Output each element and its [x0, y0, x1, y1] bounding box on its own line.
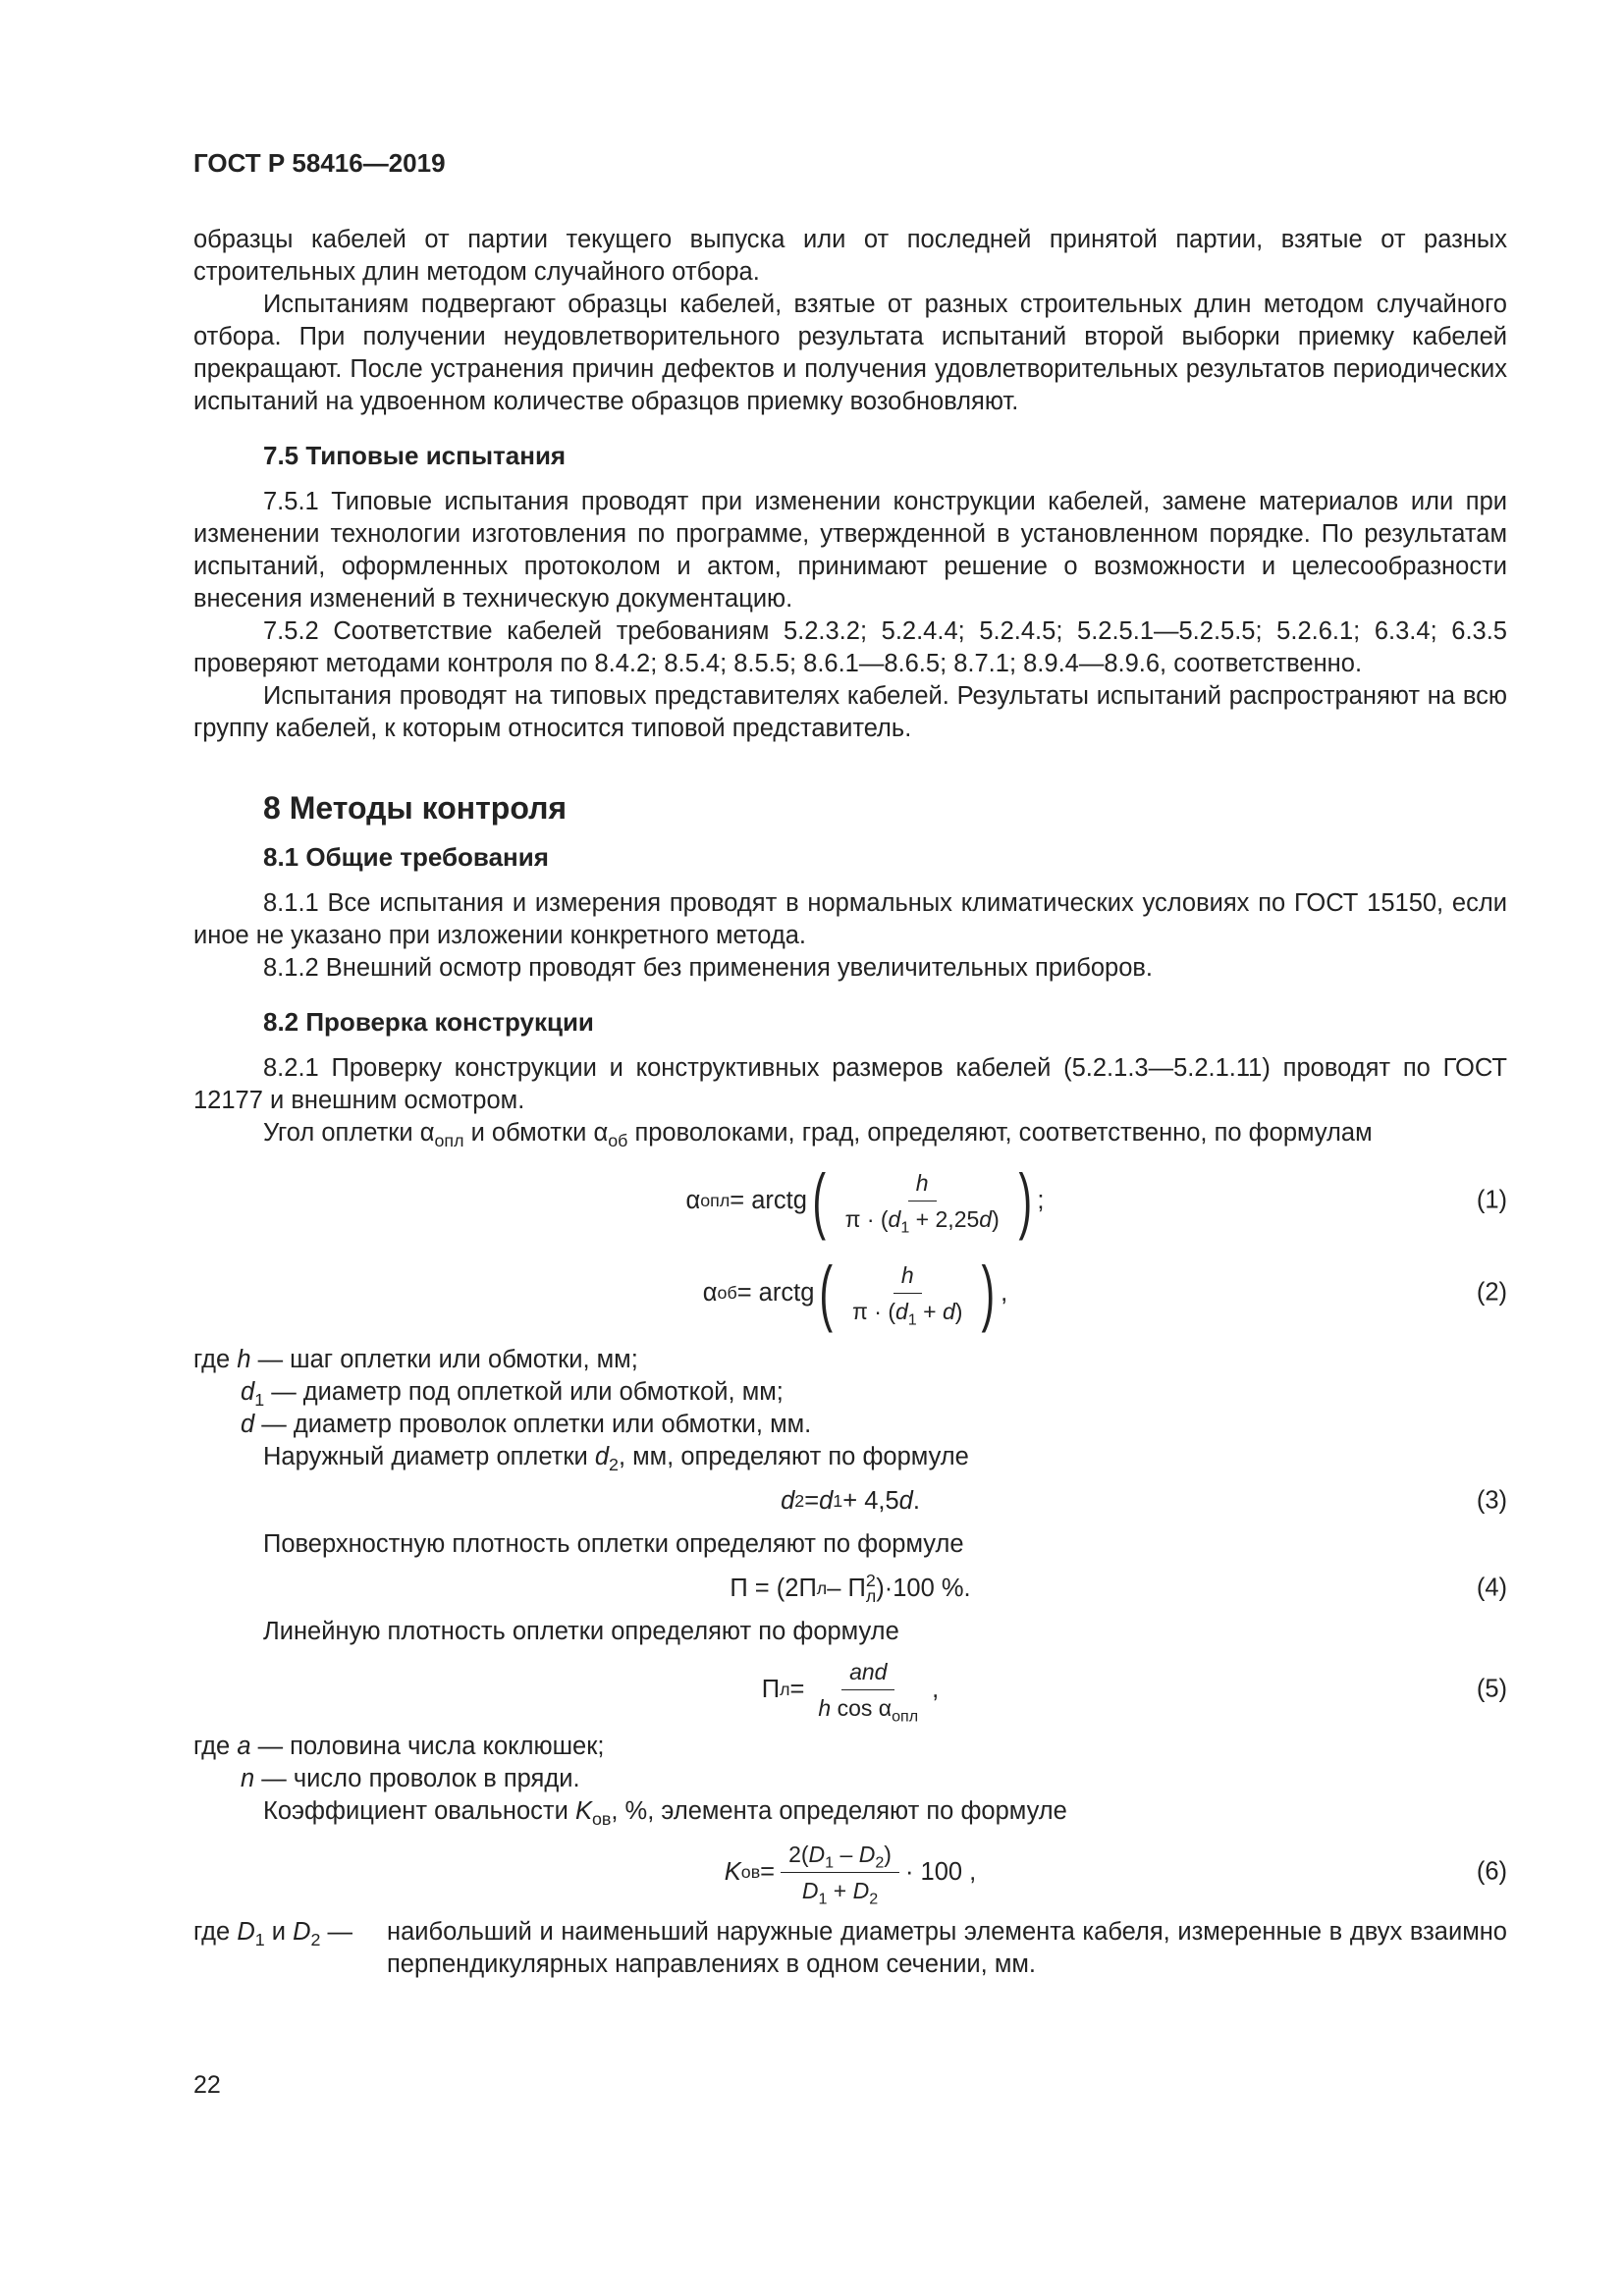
page-number: 22 [193, 2071, 221, 2099]
section-heading-7-5: 7.5 Типовые испытания [263, 441, 567, 470]
paragraph: Испытания проводят на типовых представителях кабелей. Результаты испытаний распространяют на всю группу кабелей, к которым относится типовой представитель. [193, 682, 1507, 742]
paragraph-8-2-1: 8.2.1 Проверку конструкции и конструктивных размеров кабелей (5.2.1.3—5.2.1.11) проводят по ГОСТ 12177 и внешним осмотром. [193, 1054, 1507, 1114]
formula-3: d 2 = d 1 + 4,5 d . (3) [193, 1473, 1507, 1528]
paragraph-8-1-2: 8.1.2 Внешний осмотр проводят без применения увеличительных приборов. [263, 954, 1154, 982]
chapter-heading-8: 8 Методы контроля [263, 790, 568, 826]
section-heading-8-1: 8.1 Общие требования [263, 842, 549, 872]
paragraph-outer-diameter: Наружный диаметр оплетки $d_2$, мм, определяют по формуле [263, 1443, 969, 1475]
where-list-3: где $D_1$ и $D_2$ — наибольший и наименьший наружные диаметры элемента кабеля, измеренные в двух взаимно перпендикулярных направлениях в одном сечении, мм. [193, 1918, 1507, 1978]
paragraph: образцы кабелей от партии текущего выпуска или от последней принятой партии, взятые от разных строительных длин методом случайного отбора. [193, 226, 1507, 286]
paragraph-7-5-2: 7.5.2 Соответствие кабелей требованиям 5.2.3.2; 5.2.4.4; 5.2.4.5; 5.2.5.1—5.2.5.5; 5.2.6.1; 6.3.4; 6.3.5 проверяют методами контроля по 8.4.2; 8.5.4; 8.5.5; 8.6.1—8.6.5; 8.7.1; 8.9.4—8.9.6, соответственно. [193, 617, 1507, 677]
paragraph-surface-density: Поверхностную плотность оплетки определяют по формуле [263, 1530, 964, 1558]
equation-number: (2) [1476, 1278, 1507, 1307]
formula-2: α об = arctg ( $\frac{h}{\pi \cdot (d_1 + d)}$ ) , (2) [702, 1252, 1507, 1333]
page-content [193, 224, 1507, 1981]
formula-1: α опл = arctg ( $\frac{h}{\pi \cdot (d_1 + 2,25d)}$ ) ; (1) [685, 1159, 1507, 1241]
formula-6: K ов = $\frac{2(D_1 - D_2)}{D_1 + D_2}$ · 100 , (6) [724, 1841, 1507, 1908]
formula-4: П = (2П л – П 2 л )·100 %. (4) [730, 1571, 1507, 1606]
equation-number: (6) [1476, 1857, 1507, 1886]
standard-designation: ГОСТ Р 58416—2019 [193, 148, 446, 178]
equation-number: (3) [1476, 1486, 1507, 1515]
paragraph-angle: Угол оплетки $\alpha_{опл}$ и обмотки $\alpha_{об}$ проволоками, град, определяют, соответственно, по формулам [263, 1119, 1373, 1151]
paragraph-7-5-1: 7.5.1 Типовые испытания проводят при изменении конструкции кабелей, замене материалов или при изменении технологии изготовления по программе, утвержденной в установленном порядке. По результатам испытаний, оформленных протоколом и актом, принимают решение о возможности и целесообразности внесения изменений в техническую документацию. [193, 488, 1507, 613]
paragraph: Испытаниям подвергают образцы кабелей, взятые от разных строительных длин методом случайного отбора. При получении неудовлетворительного результата испытаний второй выборки приемку кабелей прекращают. После устранения причин дефектов и получения удовлетворительных результатов периодических испытаний на удвоенном количестве образцов приемку возобновляют. [193, 291, 1507, 415]
equation-number: (4) [1476, 1574, 1507, 1602]
where-list-2: где a — половина числа коклюшек; n — число проволок в пряди. [193, 1733, 605, 1792]
paragraph-8-1-1: 8.1.1 Все испытания и измерения проводят в нормальных климатических условиях по ГОСТ 15150, если иное не указано при изложении конкретного метода. [193, 889, 1507, 949]
equation-number: (1) [1476, 1186, 1507, 1214]
formula-5: П л = $\frac{\text{and}}{h \cos \alpha_{опл}}$ , (5) [761, 1658, 1507, 1726]
paragraph-linear-density: Линейную плотность оплетки определяют по формуле [263, 1618, 899, 1645]
where-list-1: где h — шаг оплетки или обмотки, мм; $d_1$ — диаметр под оплеткой или обмоткой, мм; d — диаметр проволок оплетки или обмотки, мм. [193, 1346, 812, 1438]
paragraph-ovality: Коэффициент овальности $K_{ов}$, %, элемента определяют по формуле [263, 1797, 1067, 1830]
equation-number: (5) [1476, 1675, 1507, 1703]
section-heading-8-2: 8.2 Проверка конструкции [263, 1007, 594, 1037]
